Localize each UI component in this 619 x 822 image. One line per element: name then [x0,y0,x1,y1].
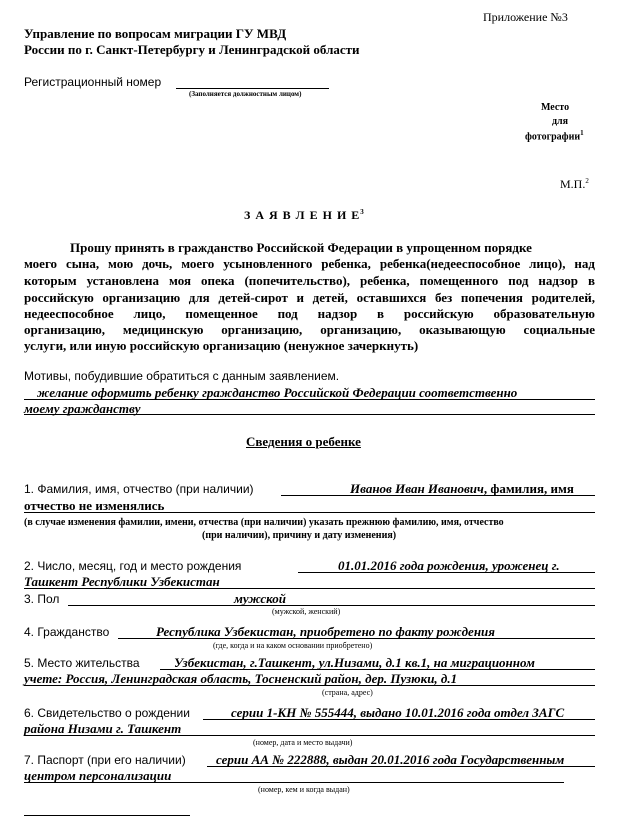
residence-underline-2[interactable] [24,685,595,686]
citizenship-label: 4. Гражданство [24,625,110,639]
certificate-label: 6. Свидетельство о рождении [24,706,190,720]
request-line-7: услуги, или иную российскую организацию (ненужное зачеркнуть) [24,338,419,353]
motives-underline-2[interactable] [24,414,595,415]
sex-underline[interactable] [68,605,595,606]
registration-label: Регистрационный номер [24,75,162,89]
citizenship-value: Республика Узбекистан, приобретено по факту рождения [156,624,495,639]
passport-value-1: серии АА № 222888, выдан 20.01.2016 года Государственным [216,752,565,767]
residence-value-2: учете: Россия, Ленинградская область, Тосненский район, дер. Пузюки, д.1 [24,671,458,686]
photo-line-3: фотографии$^1$ [525,129,584,143]
birth-underline-2[interactable] [24,588,595,589]
residence-value-1: Узбекистан, г.Ташкент, ул.Низами, д.1 кв.1, на миграционном [174,655,535,670]
photo-line-1: Место [541,102,570,113]
child-section-title: Сведения о ребенке [246,434,361,449]
request-line-6: организацию, медицинскую организацию, организацию, оказывающую социальные [24,322,595,337]
sex-note: (мужской, женский) [272,607,341,616]
passport-value-2: центром персонализации [24,768,172,783]
name-note-2: (при наличии), причину и дату изменения) [202,530,397,541]
appendix-label: Приложение №3 [483,10,568,24]
birth-value-1: 01.01.2016 года рождения, уроженец г. [338,558,560,573]
document-title: З А Я В Л Е Н И $Е^3$ [244,208,365,222]
passport-note: (номер, кем и когда выдан) [258,785,350,794]
authority-line-2: России по г. Санкт-Петербургу и Ленинградской области [24,42,360,57]
residence-label: 5. Место жительства [24,656,140,670]
certificate-value-2: района Низами г. Ташкент [24,721,182,736]
request-line-2: моего сына, мою дочь, моего усыновленного ребенка, ребенка(недееспособное лицо), над [24,256,595,271]
authority-line-1: Управление по вопросам миграции ГУ МВД [24,26,287,41]
certificate-underline-2[interactable] [24,735,595,736]
citizenship-note: (где, когда и на каком основании приобретено) [213,641,373,650]
birth-value-2: Ташкент Республики Узбекистан [24,574,220,589]
birth-underline-1[interactable] [298,572,595,573]
request-line-4: российскую организацию для детей-сирот и детей, оставшихся без попечения родителей, [24,290,595,305]
footnote-separator [24,815,190,816]
request-line-5: недееспособное лицо, помещенное под надзор в российскую образовательную [24,306,595,321]
passport-underline-2[interactable] [24,782,564,783]
certificate-note: (номер, дата и место выдачи) [253,738,353,747]
registration-note: (Заполняется должностным лицом) [189,90,302,98]
motives-underline-1[interactable] [24,399,595,400]
motives-label: Мотивы, побудившие обратиться с данным заявлением. [24,369,340,383]
certificate-value-1: серии 1-КН № 555444, выдано 10.01.2016 года отдел ЗАГС [231,705,565,720]
sex-value: мужской [234,591,286,606]
name-underline-1[interactable] [281,495,595,496]
birth-label: 2. Число, месяц, год и место рождения [24,559,242,573]
request-line-1: Прошу принять в гражданство Российской Федерации в упрощенном порядке [70,240,532,255]
residence-underline-1[interactable] [160,669,595,670]
residence-note: (страна, адрес) [322,688,373,697]
citizenship-underline[interactable] [118,638,595,639]
request-line-3: которым установлена моя опека (попечительство), ребенка, помещенного под надзор в [24,273,595,288]
sex-label: 3. Пол [24,592,60,606]
name-label: 1. Фамилия, имя, отчество (при наличии) [24,482,254,496]
name-value: Иванов Иван Иванович, фамилия, имя [350,481,574,496]
passport-label: 7. Паспорт (при его наличии) [24,753,186,767]
registration-field[interactable] [176,88,329,89]
certificate-underline-1[interactable] [203,719,595,720]
motives-value-1: желание оформить ребенку гражданство Российской Федерации соответственно [37,385,518,400]
name-underline-2[interactable] [24,512,595,513]
motives-value-2: моему гражданству [24,401,141,416]
stamp-label: М.П.$^2$ [560,177,589,191]
photo-line-2: для [552,116,569,127]
passport-underline-1[interactable] [207,766,595,767]
name-note-1: (в случае изменения фамилии, имени, отчества (при наличии) указать прежнюю фамилию, имя, отчество [24,517,504,528]
name-value-2: отчество не изменялись [24,498,165,513]
